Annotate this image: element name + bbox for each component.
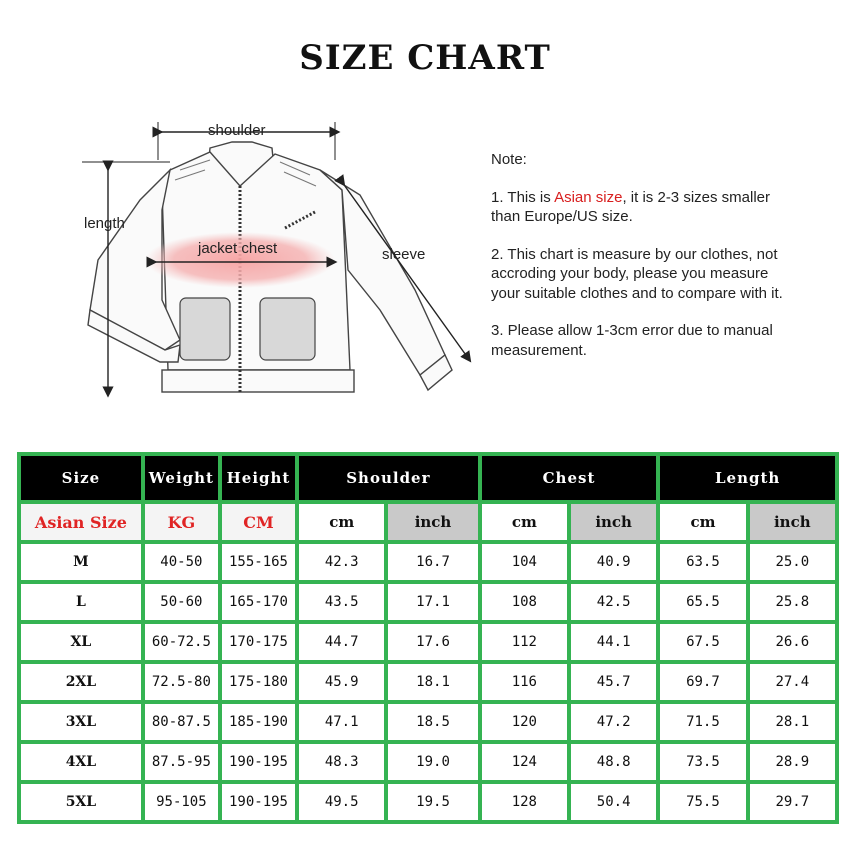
header-weight: Weight xyxy=(145,456,218,500)
cell-shoulder-inch: 18.5 xyxy=(388,704,477,740)
note-1 xyxy=(491,188,801,227)
cell-length-cm: 65.5 xyxy=(660,584,745,620)
notes-heading: Note: xyxy=(491,151,527,168)
cell-chest-cm: 112 xyxy=(482,624,567,660)
cell-height: 190-195 xyxy=(222,744,295,780)
page-title: SIZE CHART xyxy=(299,38,551,78)
table-row xyxy=(21,624,835,660)
cell-chest-cm: 124 xyxy=(482,744,567,780)
cell-chest-inch: 40.9 xyxy=(571,544,656,580)
unit-kg: KG xyxy=(145,504,218,540)
length-label: length xyxy=(84,215,125,232)
cell-chest-inch: 45.7 xyxy=(571,664,656,700)
cell-chest-cm: 104 xyxy=(482,544,567,580)
note-2: 2. This chart is measure by our clothes, not accroding your body, please you measure your suitable clothes and to compare with it. xyxy=(491,245,783,302)
cell-length-cm: 73.5 xyxy=(660,744,745,780)
cell-size: L xyxy=(21,584,141,620)
cell-shoulder-inch: 18.1 xyxy=(388,664,477,700)
jacket-chest-label: jacket chest xyxy=(198,240,278,257)
cell-length-inch: 28.1 xyxy=(750,704,835,740)
table-row xyxy=(21,704,835,740)
cell-size: M xyxy=(21,544,141,580)
size-table xyxy=(17,452,839,824)
header-row xyxy=(21,456,835,500)
cell-shoulder-inch: 16.7 xyxy=(388,544,477,580)
cell-length-cm: 63.5 xyxy=(660,544,745,580)
cell-length-inch: 27.4 xyxy=(750,664,835,700)
cell-shoulder-cm: 45.9 xyxy=(299,664,384,700)
note-1-highlight: Asian size xyxy=(554,188,623,206)
cell-shoulder-cm: 49.5 xyxy=(299,784,384,820)
unit-length-inch: inch xyxy=(750,504,835,540)
cell-length-inch: 26.6 xyxy=(750,624,835,660)
cell-length-inch: 29.7 xyxy=(750,784,835,820)
cell-chest-cm: 128 xyxy=(482,784,567,820)
cell-weight: 72.5-80 xyxy=(145,664,218,700)
unit-asian-size: Asian Size xyxy=(21,504,141,540)
cell-chest-inch: 47.2 xyxy=(571,704,656,740)
cell-shoulder-cm: 48.3 xyxy=(299,744,384,780)
unit-cm-height: CM xyxy=(222,504,295,540)
cell-size: 2XL xyxy=(21,664,141,700)
sleeve-label: sleeve xyxy=(382,246,426,263)
cell-shoulder-cm: 42.3 xyxy=(299,544,384,580)
cell-length-inch: 25.0 xyxy=(750,544,835,580)
unit-length-cm: cm xyxy=(660,504,745,540)
note-1-suffix: , it is 2-3 sizes smaller than Europe/US size. xyxy=(491,188,771,225)
cell-chest-inch: 44.1 xyxy=(571,624,656,660)
table-row xyxy=(21,744,835,780)
unit-chest-cm: cm xyxy=(482,504,567,540)
header-size: Size xyxy=(21,456,141,500)
cell-size: 5XL xyxy=(21,784,141,820)
header-length: Length xyxy=(660,456,835,500)
cell-shoulder-inch: 17.1 xyxy=(388,584,477,620)
cell-weight: 87.5-95 xyxy=(145,744,218,780)
cell-weight: 50-60 xyxy=(145,584,218,620)
cell-chest-inch: 42.5 xyxy=(571,584,656,620)
shoulder-label: shoulder xyxy=(208,122,266,139)
cell-length-inch: 28.9 xyxy=(750,744,835,780)
cell-chest-inch: 48.8 xyxy=(571,744,656,780)
cell-shoulder-inch: 19.5 xyxy=(388,784,477,820)
cell-shoulder-inch: 19.0 xyxy=(388,744,477,780)
cell-shoulder-cm: 43.5 xyxy=(299,584,384,620)
cell-shoulder-cm: 44.7 xyxy=(299,624,384,660)
header-shoulder: Shoulder xyxy=(299,456,478,500)
cell-height: 190-195 xyxy=(222,784,295,820)
cell-length-cm: 75.5 xyxy=(660,784,745,820)
table-row xyxy=(21,784,835,820)
cell-weight: 40-50 xyxy=(145,544,218,580)
cell-height: 155-165 xyxy=(222,544,295,580)
cell-chest-cm: 108 xyxy=(482,584,567,620)
cell-length-cm: 71.5 xyxy=(660,704,745,740)
cell-weight: 95-105 xyxy=(145,784,218,820)
cell-height: 175-180 xyxy=(222,664,295,700)
cell-weight: 80-87.5 xyxy=(145,704,218,740)
size-table-wrapper xyxy=(17,452,839,830)
cell-weight: 60-72.5 xyxy=(145,624,218,660)
cell-height: 170-175 xyxy=(222,624,295,660)
cell-chest-cm: 116 xyxy=(482,664,567,700)
table-row xyxy=(21,544,835,580)
cell-length-cm: 67.5 xyxy=(660,624,745,660)
header-height: Height xyxy=(222,456,295,500)
note-3: 3. Please allow 1-3cm error due to manual measurement. xyxy=(491,322,773,359)
cell-shoulder-inch: 17.6 xyxy=(388,624,477,660)
cell-size: 4XL xyxy=(21,744,141,780)
cell-chest-cm: 120 xyxy=(482,704,567,740)
cell-chest-inch: 50.4 xyxy=(571,784,656,820)
cell-height: 165-170 xyxy=(222,584,295,620)
table-row xyxy=(21,584,835,620)
notes-panel xyxy=(491,150,801,378)
table-row xyxy=(21,664,835,700)
unit-chest-inch: inch xyxy=(571,504,656,540)
cell-height: 185-190 xyxy=(222,704,295,740)
cell-length-inch: 25.8 xyxy=(750,584,835,620)
cell-size: 3XL xyxy=(21,704,141,740)
header-chest: Chest xyxy=(482,456,657,500)
note-1-prefix: 1. This is xyxy=(491,188,555,206)
unit-shoulder-cm: cm xyxy=(299,504,384,540)
cell-length-cm: 69.7 xyxy=(660,664,745,700)
unit-shoulder-inch: inch xyxy=(388,504,477,540)
cell-shoulder-cm: 47.1 xyxy=(299,704,384,740)
cell-size: XL xyxy=(21,624,141,660)
unit-row xyxy=(21,504,835,540)
